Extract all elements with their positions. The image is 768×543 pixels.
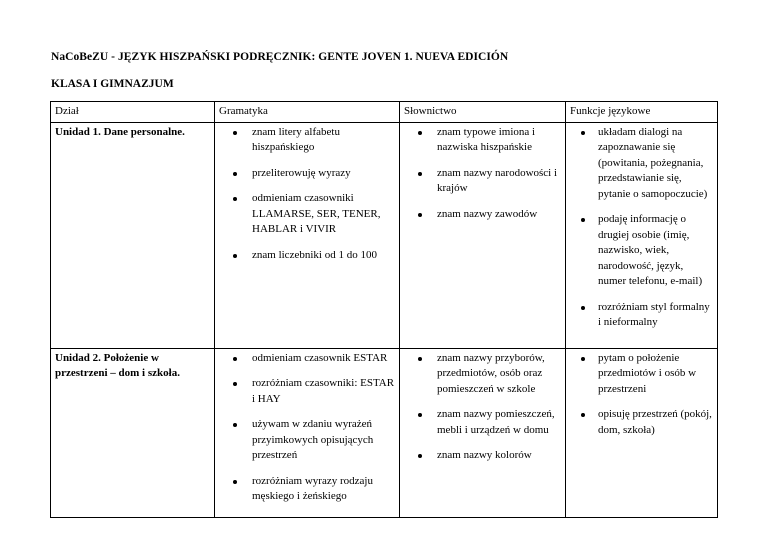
list-item: znam typowe imiona i nazwiska hiszpańskie [404,125,561,156]
list-item: znam liczebniki od 1 do 100 [219,248,395,264]
functions-list [570,125,713,331]
vocabulary-list [404,351,561,464]
functions-cell [566,122,718,348]
grammar-list [219,125,395,264]
list-item: znam nazwy pomieszczeń, mebli i urządzeń w domu [404,407,561,438]
vocabulary-list [404,125,561,223]
column-header-slownictwo: Słownictwo [400,102,566,123]
list-item: rozróżniam wyrazy rodzaju męskiego i żeńskiego [219,474,395,505]
column-header-gramatyka: Gramatyka [215,102,400,123]
list-item: znam litery alfabetu hiszpańskiego [219,125,395,156]
unit-title: Unidad 2. Położenie w przestrzeni – dom i szkoła. [55,351,180,379]
document-subtitle: KLASA I GIMNAZJUM [51,78,174,90]
list-item: znam nazwy narodowości i krajów [404,166,561,197]
grammar-cell [215,348,400,517]
table-row [51,122,718,348]
list-item: znam nazwy zawodów [404,207,561,223]
list-item: rozróżniam styl formalny i nieformalny [570,300,713,331]
curriculum-table [50,101,718,518]
list-item: znam nazwy kolorów [404,448,561,464]
list-item: układam dialogi na zapoznawanie się (powitania, pożegnania, przedstawianie się, pytanie o samopoczucie) [570,125,713,203]
functions-cell [566,348,718,517]
vocabulary-cell [400,348,566,517]
unit-cell [51,348,215,517]
list-item: pytam o położenie przedmiotów i osób w przestrzeni [570,351,713,398]
unit-title: Unidad 1. Dane personalne. [55,125,185,138]
unit-cell [51,122,215,348]
list-item: odmieniam czasowniki LLAMARSE, SER, TENER, HABLAR i VIVIR [219,191,395,238]
list-item: przeliterowuję wyrazy [219,166,395,182]
list-item: znam nazwy przyborów, przedmiotów, osób oraz pomieszczeń w szkole [404,351,561,398]
list-item: podaję informację o drugiej osobie (imię, nazwisko, wiek, narodowość, język, numer telefonu, e-mail) [570,212,713,290]
grammar-list [219,351,395,505]
grammar-cell [215,122,400,348]
column-header-funkcje: Funkcje językowe [566,102,718,123]
list-item: odmieniam czasownik ESTAR [219,351,395,367]
document-title: NaCoBeZU - JĘZYK HISZPAŃSKI PODRĘCZNIK: GENTE JOVEN 1. NUEVA EDICIÓN [51,51,509,63]
vocabulary-cell [400,122,566,348]
list-item: rozróżniam czasowniki: ESTAR i HAY [219,376,395,407]
table-header-row [51,102,718,123]
table-row [51,348,718,517]
column-header-dzial: Dział [51,102,215,123]
functions-list [570,351,713,439]
list-item: używam w zdaniu wyrażeń przyimkowych opisujących przestrzeń [219,417,395,464]
list-item: opisuję przestrzeń (pokój, dom, szkoła) [570,407,713,438]
